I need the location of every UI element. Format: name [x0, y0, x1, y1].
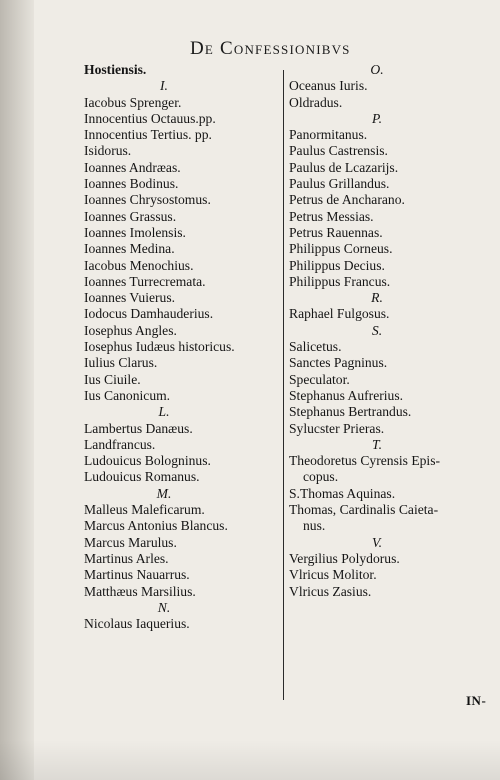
index-entry: Iosephus Iudæus historicus.: [84, 339, 235, 355]
index-entry: Petrus de Ancharano.: [289, 192, 405, 208]
index-entry: Ludouicus Romanus.: [84, 469, 200, 485]
right-column: [289, 62, 494, 600]
index-entry: Stephanus Aufrerius.: [289, 387, 404, 403]
index-entry: Ioannes Medina.: [84, 241, 175, 257]
index-entry: Ioannes Imolensis.: [84, 224, 186, 240]
section-letter: I.: [160, 78, 168, 94]
index-entry: Thomas, Cardinalis Caieta-: [289, 502, 439, 518]
index-entry: Martinus Arles.: [84, 550, 169, 566]
index-entry: Ioannes Vuierus.: [84, 290, 176, 306]
index-entry: Marcus Antonius Blancus.: [84, 518, 228, 534]
index-entry: Panormitanus.: [289, 127, 368, 143]
index-entry: Isidorus.: [84, 143, 132, 159]
index-entry: Stephanus Bertrandus.: [289, 404, 412, 420]
index-entry: nus.: [303, 518, 326, 534]
index-entry: Philippus Corneus.: [289, 241, 393, 257]
index-entry: S.Thomas Aquinas.: [289, 485, 396, 501]
page-shadow: [0, 740, 500, 780]
index-entry: Landfrancus.: [84, 436, 156, 452]
index-entry: Paulus de Lcazarijs.: [289, 159, 399, 175]
index-entry: Iodocus Damhauderius.: [84, 306, 214, 322]
index-entry: copus.: [303, 469, 339, 485]
section-letter: V.: [372, 534, 382, 550]
section-letter: S.: [371, 322, 383, 338]
index-entry: Oceanus Iuris.: [289, 78, 368, 94]
index-entry: Ius Canonicum.: [84, 387, 171, 403]
index-entry: Ioannes Bodinus.: [84, 176, 179, 192]
index-entry: Iulius Clarus.: [84, 355, 158, 371]
section-letter: M.: [156, 485, 172, 501]
index-entry: Petrus Rauennas.: [289, 224, 383, 240]
index-entry: Speculator.: [289, 371, 350, 387]
index-entry: Ioannes Andræas.: [84, 159, 181, 175]
index-entry: Nicolaus Iaquerius.: [84, 616, 190, 632]
index-entry: Vlricus Molitor.: [289, 567, 377, 583]
index-entry: Paulus Castrensis.: [289, 143, 388, 159]
index-entry: Raphael Fulgosus.: [289, 306, 390, 322]
index-entry: Vlricus Zasius.: [289, 583, 372, 599]
index-entry: Ioannes Grassus.: [84, 208, 177, 224]
index-entry: Iacobus Sprenger.: [84, 94, 182, 110]
index-entry: Vergilius Polydorus.: [289, 550, 400, 566]
index-entry: Oldradus.: [289, 94, 343, 110]
index-entry: Theodoretus Cyrensis Epis-: [289, 453, 441, 469]
index-entry: Innocentius Octauus.pp.: [84, 110, 216, 126]
section-letter: L.: [158, 404, 170, 420]
index-entry: Petrus Messias.: [289, 208, 374, 224]
index-entry: Salicetus.: [289, 339, 342, 355]
section-letter: R.: [371, 290, 383, 306]
index-entry: Ludouicus Bologninus.: [84, 453, 211, 469]
column-divider: [283, 70, 284, 700]
index-entry: Martinus Nauarrus.: [84, 567, 190, 583]
index-entry: Ioannes Turrecremata.: [84, 273, 206, 289]
index-entry: Philippus Decius.: [289, 257, 385, 273]
gutter-shadow: [0, 0, 34, 780]
index-entry: Marcus Marulus.: [84, 534, 177, 550]
index-entry: Malleus Maleficarum.: [84, 502, 205, 518]
catchword: IN-: [466, 693, 487, 708]
index-entry: Sanctes Pagninus.: [289, 355, 388, 371]
index-entry: Paulus Grillandus.: [289, 176, 390, 192]
index-entry: Lambertus Danæus.: [84, 420, 193, 436]
index-entry: Innocentius Tertius. pp.: [84, 127, 212, 143]
section-letter: N.: [157, 599, 171, 615]
index-entry: Hostiensis.: [84, 62, 147, 77]
section-letter: T.: [372, 436, 382, 452]
index-entry: Iosephus Angles.: [84, 322, 177, 338]
index-entry: Sylucster Prieras.: [289, 420, 385, 436]
section-letter: P.: [372, 110, 382, 126]
index-entry: Matthæus Marsilius.: [84, 583, 196, 599]
index-entry: Philippus Francus.: [289, 273, 391, 289]
section-letter: O.: [370, 62, 384, 77]
index-entry: Ius Ciuile.: [84, 371, 141, 387]
index-entry: Iacobus Menochius.: [84, 257, 194, 273]
left-column: [84, 62, 280, 632]
index-entry: Ioannes Chrysostomus.: [84, 192, 211, 208]
running-header: De Confessionibvs: [190, 38, 351, 59]
